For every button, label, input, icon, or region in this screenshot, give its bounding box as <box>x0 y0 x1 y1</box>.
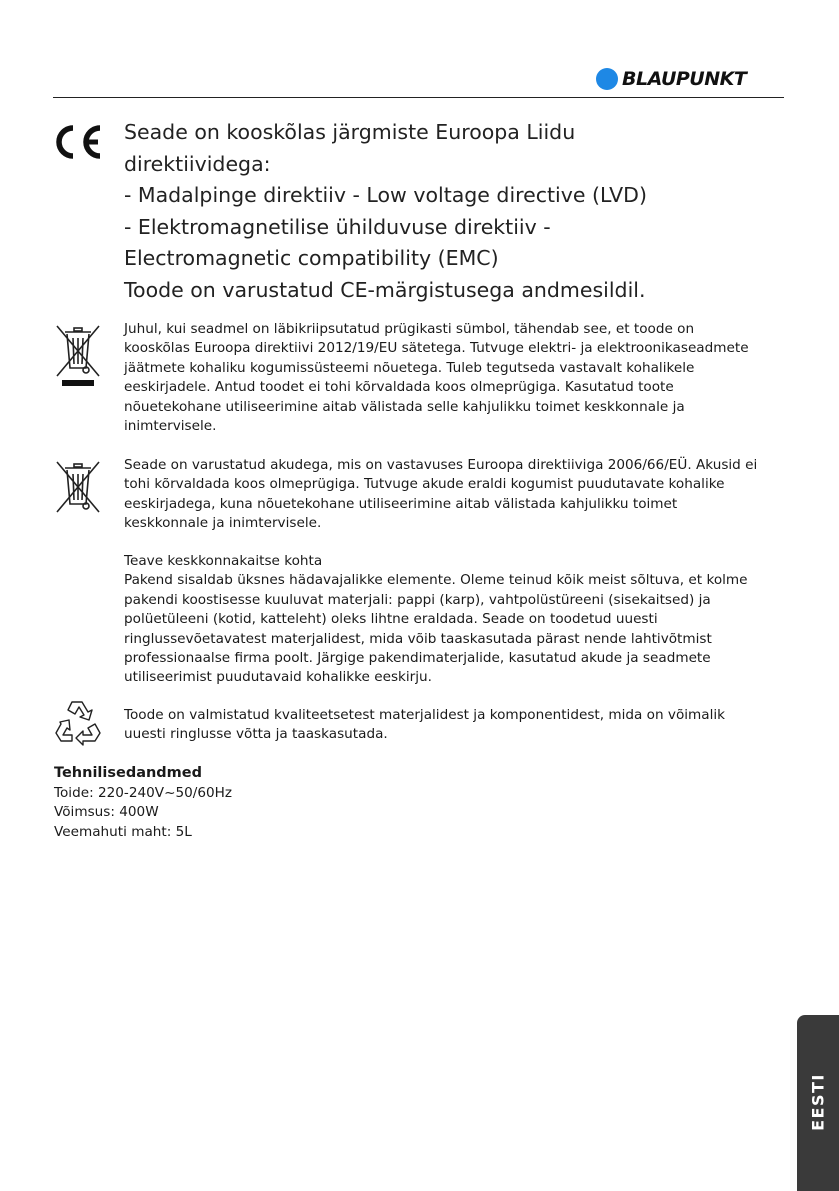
ce-line: - Madalpinge direktiiv - Low voltage directive (LVD) <box>124 183 647 207</box>
ce-line: - Elektromagnetilise ühilduvuse direktiiv - <box>124 214 551 239</box>
ce-line: direktiividega: <box>124 151 271 176</box>
recycling-line: uuesti ringlusse võtta ja taaskasutada. <box>124 726 388 743</box>
weee-line: jäätmete kohaliku kogumissüsteemi nõuetega. Tuleb tegutseda vastavalt kohalikele <box>124 359 695 376</box>
environment-line: Pakend sisaldab üksnes hädavajalikke elemente. Oleme teinud kõik meist sõltuva, et kolme <box>124 572 748 589</box>
environment-info <box>124 552 784 688</box>
spec-water-tank: Veemahuti maht: 5L <box>54 823 192 840</box>
crossed-out-bin-icon <box>53 322 103 388</box>
environment-heading: Teave keskkonnakaitse kohta <box>124 553 323 569</box>
language-tab-label: EESTI <box>808 1073 828 1131</box>
weee-line: Juhul, kui seadmel on läbikriipsutatud prügikasti sümbol, tähendab see, et toode on <box>124 321 695 337</box>
brand-logo <box>596 66 746 92</box>
logo-text: BLAUPUNKT <box>622 68 747 90</box>
spec-power-supply: Toide: 220-240V~50/60Hz <box>54 784 232 801</box>
environment-line: ringlussevõetavatest materjalidest, mida võib taaskasutada pärast nende lahtivõtmist <box>124 630 712 647</box>
battery-notice <box>124 456 784 534</box>
specs-title: Tehnilisedandmed <box>54 765 203 781</box>
environment-line: utiliseerimist puudutavaid kohalikke eeskirju. <box>124 669 432 686</box>
crossed-out-bin-icon <box>53 458 103 514</box>
technical-specs <box>54 764 232 842</box>
header-divider <box>53 97 784 98</box>
ce-declaration <box>124 117 784 306</box>
environment-line: pakendi koostisesse kuuluvat materjali: pappi (karp), vahtpolüstüreeni (sisekaitsed) ja <box>124 591 711 608</box>
weee-line: kooskõlas Euroopa direktiivi 2012/19/EU sätetega. Tutvuge elektri- ja elektroonikaseadmete <box>124 340 749 357</box>
spec-power: Võimsus: 400W <box>54 804 159 821</box>
ce-line: Toode on varustatud CE-märgistusega andmesildil. <box>124 277 646 302</box>
ce-mark-icon <box>54 124 104 160</box>
ce-line: Electromagnetic compatibility (EMC) <box>124 246 499 270</box>
recycle-icon <box>53 698 103 746</box>
weee-line: inimtervisele. <box>124 418 217 435</box>
environment-line: polüetüleeni (kotid, katteleht) oleks lihtne eraldada. Seade on toodetud uuesti <box>124 611 658 628</box>
ce-line: Seade on kooskõlas järgmiste Euroopa Liidu <box>124 120 576 144</box>
weee-notice <box>124 320 784 436</box>
weee-line: eeskirjadele. Antud toodet ei tohi kõrvaldada koos olmeprügiga. Kasutatud toote <box>124 379 674 396</box>
recycling-notice <box>124 706 784 745</box>
logo-dot-icon <box>596 68 618 90</box>
recycling-line: Toode on valmistatud kvaliteetsetest materjalidest ja komponentidest, mida on võimalik <box>124 707 726 723</box>
weee-line: nõuetekohane utiliseerimine aitab välistada selle kahjulikku toimet keskkonnale ja <box>124 398 685 415</box>
battery-line: tohi kõrvaldada koos olmeprügiga. Tutvuge akude eraldi kogumist puudutavate kohalike <box>124 476 725 493</box>
battery-line: keskkonnale ja inimtervisele. <box>124 515 322 532</box>
environment-line: professionaalse firma poolt. Järgige pakendimaterjalide, kasutatud akude ja seadmete <box>124 650 711 667</box>
battery-line: Seade on varustatud akudega, mis on vastavuses Euroopa direktiiviga 2006/66/EÜ. Akusid ei <box>124 457 758 473</box>
battery-line: eeskirjadega, kuna nõuetekohane utiliseerimine aitab välistada kahjulikku toimet <box>124 495 678 512</box>
